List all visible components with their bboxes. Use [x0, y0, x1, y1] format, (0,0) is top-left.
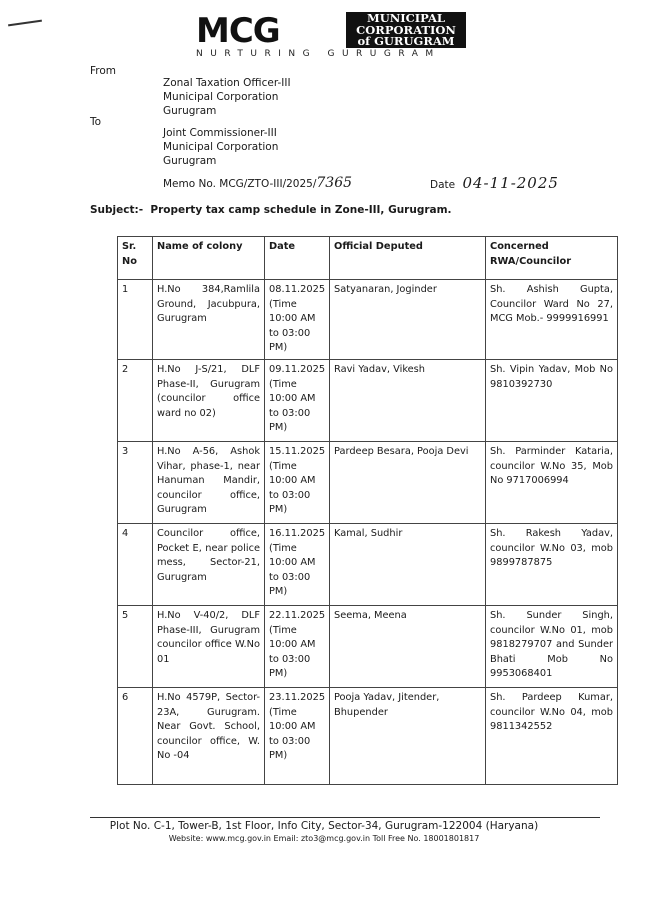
cell-rwa: Sh. Ashish Gupta, Councilor Ward No 27, MCG Mob.- 9999916991 — [486, 280, 618, 360]
table-row — [118, 523, 618, 605]
cell-sr: 6 — [118, 687, 153, 784]
cell-date — [265, 359, 330, 441]
cell-rwa: Sh. Parminder Kataria, councilor W.No 35, Mob No 9717006994 — [486, 441, 618, 523]
to-line-2: Municipal Corporation — [163, 141, 279, 153]
cell-rwa: Sh. Sunder Singh, councilor W.No 01, mob 9818279707 and Sunder Bhati Mob No 9953068401 — [486, 605, 618, 687]
memo-line — [163, 176, 352, 191]
table-row — [118, 280, 618, 360]
cell-colony: H.No 4579P, Sector-23A, Gurugram. Near Govt. School, councilor office, W. No -04 — [153, 687, 265, 784]
cell-colony: H.No 384,Ramlila Ground, Jacubpura, Gurugram — [153, 280, 265, 360]
date-value: 15.11.2025 — [269, 445, 326, 457]
from-label: From — [90, 65, 117, 77]
logo-line-1: MUNICIPAL — [366, 11, 445, 25]
table-row — [118, 605, 618, 687]
footer-contacts: Website: www.mcg.gov.in Email: zto3@mcg.gov.in Toll Free No. 18001801817 — [168, 834, 480, 843]
cell-sr: 3 — [118, 441, 153, 523]
subject-line — [90, 204, 452, 216]
cell-sr: 2 — [118, 359, 153, 441]
camp-schedule-table — [117, 236, 618, 785]
pen-mark — [8, 20, 42, 27]
footer-divider — [90, 817, 600, 818]
cell-date — [265, 441, 330, 523]
header-rwa: Concerned RWA/Councilor — [486, 237, 618, 280]
time-value: (Time 10:00 AM to 03:00 PM) — [269, 460, 316, 516]
header-date: Date — [265, 237, 330, 280]
subject-text: Property tax camp schedule in Zone-III, Gurugram. — [150, 204, 452, 216]
time-value: (Time 10:00 AM to 03:00 PM) — [269, 378, 316, 434]
mcg-logo-text: MCG — [196, 11, 280, 51]
cell-date — [265, 280, 330, 360]
cell-sr: 1 — [118, 280, 153, 360]
cell-official: Ravi Yadav, Vikesh — [330, 359, 486, 441]
time-value: (Time 10:00 AM to 03:00 PM) — [269, 542, 316, 598]
cell-date — [265, 687, 330, 784]
cell-official: Seema, Meena — [330, 605, 486, 687]
logo-tagline: NURTURING GURUGRAM — [196, 49, 441, 59]
footer-address: Plot No. C-1, Tower-B, 1st Floor, Info City, Sector-34, Gurugram-122004 (Haryana) — [109, 820, 539, 832]
cell-date — [265, 605, 330, 687]
table-row — [118, 441, 618, 523]
table-header-row — [118, 237, 618, 280]
cell-date — [265, 523, 330, 605]
time-value: (Time 10:00 AM to 03:00 PM) — [269, 624, 316, 680]
from-line-3: Gurugram — [163, 105, 217, 117]
time-value: (Time 10:00 AM to 03:00 PM) — [269, 706, 316, 762]
to-line-1: Joint Commissioner-III — [163, 127, 277, 139]
cell-rwa: Sh. Vipin Yadav, Mob No 9810392730 — [486, 359, 618, 441]
from-line-2: Municipal Corporation — [163, 91, 279, 103]
date-value: 16.11.2025 — [269, 527, 326, 539]
logo-line-2: CORPORATION — [356, 22, 456, 37]
time-value: (Time 10:00 AM to 03:00 PM) — [269, 298, 316, 354]
cell-official: Satyanaran, Joginder — [330, 280, 486, 360]
date-handwritten: 04-11-2025 — [462, 174, 559, 192]
date-value: 23.11.2025 — [269, 691, 326, 703]
corporation-logo-box — [346, 12, 466, 48]
header-official: Official Deputed — [330, 237, 486, 280]
date-value: 22.11.2025 — [269, 609, 326, 621]
cell-sr: 5 — [118, 605, 153, 687]
header-sr-no: Sr. No — [118, 237, 153, 280]
cell-sr: 4 — [118, 523, 153, 605]
from-line-1: Zonal Taxation Officer-III — [163, 77, 291, 89]
date-label: Date — [430, 179, 456, 191]
cell-rwa: Sh. Rakesh Yadav, councilor W.No 03, mob 9899787875 — [486, 523, 618, 605]
cell-rwa: Sh. Pardeep Kumar, councilor W.No 04, mob 9811342552 — [486, 687, 618, 784]
cell-official: Kamal, Sudhir — [330, 523, 486, 605]
date-value: 09.11.2025 — [269, 363, 326, 375]
cell-colony: Councilor office, Pocket E, near police mess, Sector-21, Gurugram — [153, 523, 265, 605]
date-value: 08.11.2025 — [269, 284, 326, 295]
memo-number-handwritten: 7365 — [316, 175, 353, 191]
to-line-3: Gurugram — [163, 155, 217, 167]
cell-colony: H.No V-40/2, DLF Phase-III, Gurugram councilor office W.No 01 — [153, 605, 265, 687]
logo-line-3: of GURUGRAM — [357, 34, 455, 48]
header-colony: Name of colony — [153, 237, 265, 280]
table-row — [118, 687, 618, 784]
cell-official: Pooja Yadav, Jitender, Bhupender — [330, 687, 486, 784]
to-label: To — [90, 116, 102, 128]
cell-official: Pardeep Besara, Pooja Devi — [330, 441, 486, 523]
cell-colony: H.No A-56, Ashok Vihar, phase-1, near Hanuman Mandir, councilor office, Gurugram — [153, 441, 265, 523]
subject-label: Subject:- — [90, 204, 144, 216]
memo-prefix: Memo No. MCG/ZTO-III/2025/ — [163, 178, 317, 190]
table-row — [118, 359, 618, 441]
date-line — [430, 176, 559, 192]
cell-colony: H.No J-S/21, DLF Phase-II, Gurugram (councilor office ward no 02) — [153, 359, 265, 441]
